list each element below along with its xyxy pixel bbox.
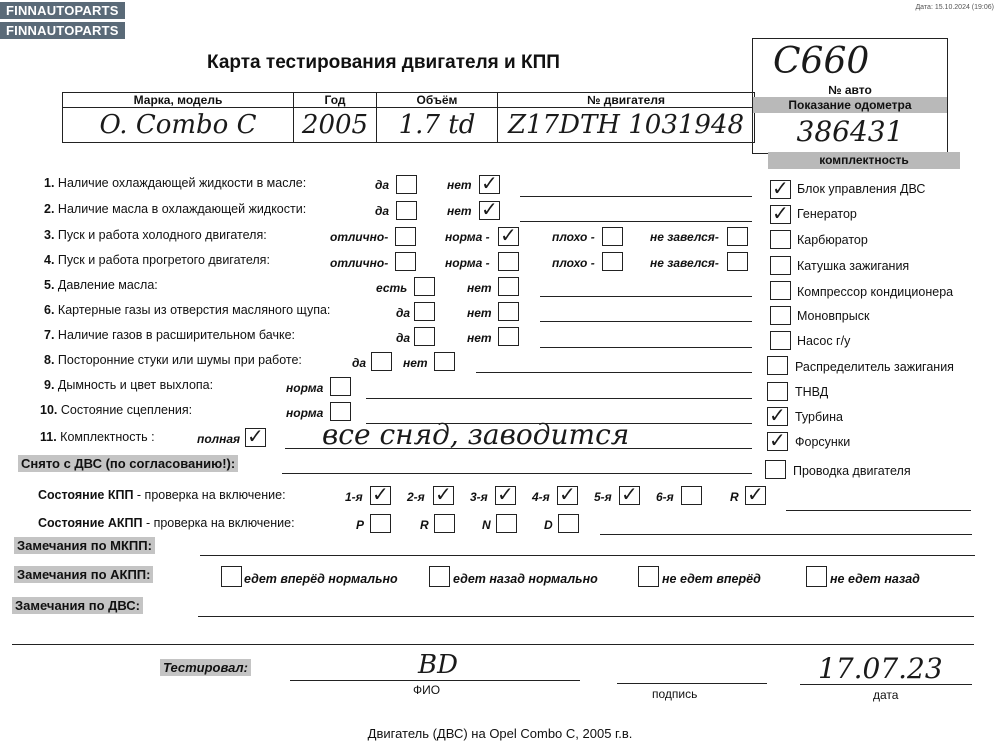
question-3: 3. Пуск и работа холодного двигателя: [44,228,267,242]
komplekt-label-0: Блок управления ДВС [797,182,926,196]
q2-da-checkbox[interactable] [396,201,417,220]
mode-p-label: P [356,518,365,532]
odometer-value: 386431 [796,115,904,148]
question-5: 5. Давление масла: [44,278,158,292]
q1-net-label: нет [447,178,472,192]
q7-line [540,347,752,348]
q3-otl-label: отлично- [330,230,389,244]
opt-no-forward-label: не едет вперёд [662,572,761,586]
q11-polnaya-label: полная [197,432,241,446]
opt-back-ok-checkbox[interactable] [429,566,450,587]
komplekt-checkbox-2[interactable] [770,230,791,249]
q5-est-checkbox[interactable] [414,277,435,296]
komplekt-label-5: Моновпрыск [797,309,870,323]
opt-back-ok-label: едет назад нормально [453,572,598,586]
gear-4-checkbox[interactable] [557,486,578,505]
q3-ploho-label: плохо - [552,230,595,244]
gear-r-label: R [730,490,739,504]
q1-net-checkbox[interactable] [479,175,500,194]
remarks-mkpp-line [200,555,975,556]
q7-net-checkbox[interactable] [498,327,519,346]
year-value: 2005 [294,108,377,143]
mode-n-label: N [482,518,491,532]
komplekt-checkbox-9[interactable] [767,407,788,426]
q1-da-label: да [375,178,390,192]
komplektnost-title: комплектность [768,152,960,169]
q4-otl-label: отлично- [330,256,389,270]
question-6: 6. Картерные газы из отверстия масляного щупа: [44,303,331,317]
q3-ploho-checkbox[interactable] [602,227,623,246]
komplekt-checkbox-6[interactable] [770,331,791,350]
komplekt-label-9: Турбина [795,410,843,424]
q6-net-label: нет [467,306,492,320]
akpp-row: Состояние АКПП - проверка на включение: [38,516,295,530]
date-line [800,684,972,685]
snyato-label: Снято с ДВС (по согласованию!): [18,455,238,472]
q3-otl-checkbox[interactable] [395,227,416,246]
question-2: 2. Наличие масла в охлаждающей жидкости: [44,202,307,216]
kpp-line [786,510,971,511]
komplekt-label-2: Карбюратор [797,233,868,247]
header-table [62,92,755,143]
q2-da-label: да [375,204,390,218]
q8-line [476,372,752,373]
q8-net-label: нет [403,356,428,370]
q4-ploho-checkbox[interactable] [602,252,623,271]
auto-box [752,38,948,154]
engine-number-value: Z17DTH 1031948 [498,108,755,143]
mode-r-label: R [420,518,429,532]
gear-3-checkbox[interactable] [495,486,516,505]
opt-no-back-checkbox[interactable] [806,566,827,587]
komplekt-label-10: Форсунки [795,435,851,449]
volume-value: 1.7 td [377,108,498,143]
odometer-label: Показание одометра [753,97,947,113]
tester-initials: BD [418,650,458,680]
q2-net-checkbox[interactable] [479,201,500,220]
tested-label: Тестировал: [160,659,251,676]
komplekt-label-8: ТНВД [795,385,829,399]
q10-norma-label: норма [286,406,324,420]
q4-norma-label: норма - [445,256,490,270]
q5-net-label: нет [467,281,492,295]
q4-nezavel-label: не завелся- [650,256,719,270]
remarks-dvs-line [198,616,974,617]
signature-line [617,683,767,684]
gear-1-checkbox[interactable] [370,486,391,505]
q5-est-label: есть [376,281,408,295]
q9-norma-label: норма [286,381,324,395]
remarks-dvs-line-2 [12,644,974,645]
date-label: дата [873,688,899,702]
komplekt-checkbox-7[interactable] [767,356,788,375]
q11-polnaya-checkbox[interactable] [245,428,266,447]
col-year: Год [294,93,377,108]
q5-line [540,296,752,297]
q4-nezavel-checkbox[interactable] [727,252,748,271]
gear-4-label: 4-я [532,490,550,504]
gear-1-label: 1-я [345,490,363,504]
q6-da-label: да [396,306,411,320]
question-11: 11. Комплектность : [40,430,155,444]
question-9: 9. Дымность и цвет выхлопа: [44,378,214,392]
signature-label: подпись [652,687,698,701]
question-4: 4. Пуск и работа прогретого двигателя: [44,253,270,267]
mode-n-checkbox[interactable] [496,514,517,533]
q8-net-checkbox[interactable] [434,352,455,371]
gear-2-label: 2-я [407,490,425,504]
komplekt-label-4: Компрессор кондиционера [797,285,954,299]
komplekt-label-1: Генератор [797,207,857,221]
gear-r-checkbox[interactable] [745,486,766,505]
mode-r-checkbox[interactable] [434,514,455,533]
remarks-dvs-label: Замечания по ДВС: [12,597,143,614]
gear-3-label: 3-я [470,490,488,504]
q3-norma-checkbox[interactable] [498,227,519,246]
opt-forward-ok-label: едет вперёд нормально [244,572,398,586]
q1-line [520,196,752,197]
gear-5-label: 5-я [594,490,612,504]
q4-norma-checkbox[interactable] [498,252,519,271]
gear-6-label: 6-я [656,490,674,504]
col-engine-number: № двигателя [498,93,755,108]
komplekt-checkbox-1[interactable] [770,205,791,224]
komplekt-label-7: Распределитель зажигания [795,360,954,374]
fio-label: ФИО [413,683,441,697]
opt-no-forward-checkbox[interactable] [638,566,659,587]
remarks-mkpp-label: Замечания по МКПП: [14,537,155,554]
komplekt-checkbox-4[interactable] [770,281,791,300]
q5-net-checkbox[interactable] [498,277,519,296]
komplekt-checkbox-8[interactable] [767,382,788,401]
mode-p-checkbox[interactable] [370,514,391,533]
gear-2-checkbox[interactable] [433,486,454,505]
q2-line [520,221,752,222]
mode-d-checkbox[interactable] [558,514,579,533]
image-caption: Двигатель (ДВС) на Opel Combo C, 2005 г.в. [367,726,633,741]
kpp-row: Состояние КПП - проверка на включение: [38,488,286,502]
auto-number-value: C660 [773,41,870,82]
komplekt-checkbox-10[interactable] [767,432,788,451]
test-date-value: 17.07.23 [818,652,943,685]
opt-no-back-label: не едет назад [830,572,920,586]
q6-da-checkbox[interactable] [414,302,435,321]
komplekt-label-11: Проводка двигателя [793,464,911,478]
fio-line [290,680,580,681]
col-volume: Объём [377,93,498,108]
watermark-logo-2: FINNAUTOPARTS [0,22,125,39]
q2-net-label: нет [447,204,472,218]
akpp-line [600,534,972,535]
q3-nezavel-checkbox[interactable] [727,227,748,246]
komplekt-checkbox-3[interactable] [770,256,791,275]
question-1: 1. Наличие охлаждающей жидкости в масле: [44,176,307,190]
snyato-line [282,473,752,474]
komplekt-checkbox-0[interactable] [770,180,791,199]
question-10: 10. Состояние сцепления: [40,403,193,417]
mode-d-label: D [544,518,553,532]
q6-line [540,321,752,322]
model-value: O. Combo C [63,108,294,143]
q4-otl-checkbox[interactable] [395,252,416,271]
komplekt-checkbox-5[interactable] [770,306,791,325]
date-stamp: Дата: 15.10.2024 (19:06) [915,4,994,11]
gear-5-checkbox[interactable] [619,486,640,505]
remarks-akpp-label: Замечания по АКПП: [14,566,153,583]
q3-norma-label: норма - [445,230,490,244]
question-8: 8. Посторонние стуки или шумы при работе: [44,353,302,367]
q6-net-checkbox[interactable] [498,302,519,321]
form-title: Карта тестирования двигателя и КПП [207,52,560,73]
q7-net-label: нет [467,331,492,345]
q8-da-checkbox[interactable] [371,352,392,371]
question-7: 7. Наличие газов в расширительном бачке: [44,328,296,342]
q3-nezavel-label: не завелся- [650,230,719,244]
auto-number-label: № авто [828,83,872,97]
col-model: Марка, модель [63,93,294,108]
komplekt-checkbox-11[interactable] [765,460,786,479]
q7-da-label: да [396,331,411,345]
gear-6-checkbox[interactable] [681,486,702,505]
komplekt-note: все сняд, заводится [322,418,630,451]
q4-ploho-label: плохо - [552,256,595,270]
q9-norma-checkbox[interactable] [330,377,351,396]
q8-da-label: да [352,356,367,370]
q1-da-checkbox[interactable] [396,175,417,194]
komplekt-label-6: Насос г/у [797,334,851,348]
q9-line [366,398,752,399]
watermark-logo-1: FINNAUTOPARTS [0,2,125,19]
q7-da-checkbox[interactable] [414,327,435,346]
komplekt-label-3: Катушка зажигания [797,259,910,273]
opt-forward-ok-checkbox[interactable] [221,566,242,587]
